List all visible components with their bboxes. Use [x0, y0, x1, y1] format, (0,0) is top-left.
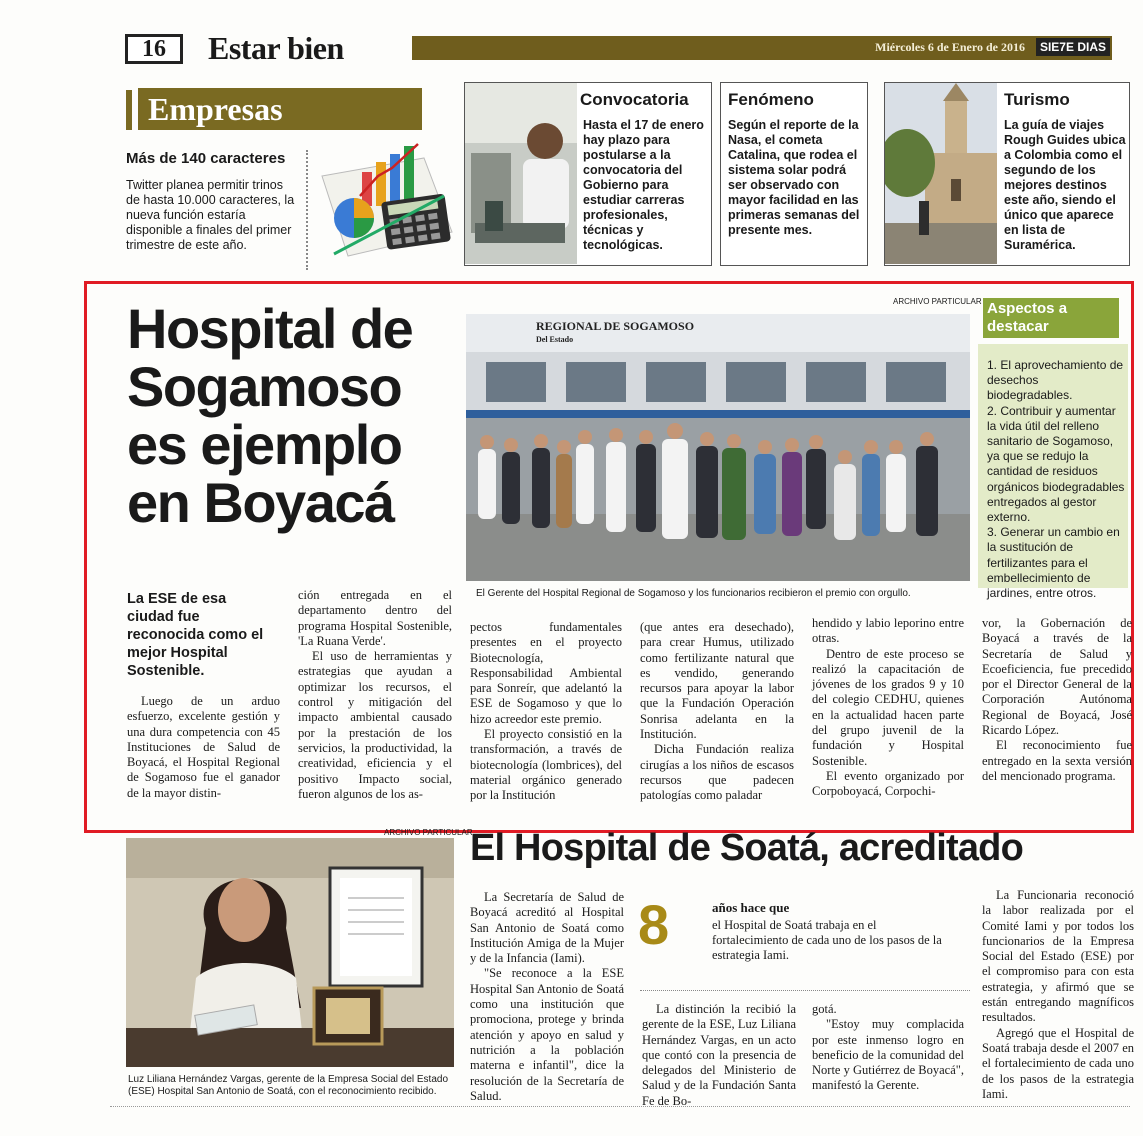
paragraph: ción entregada en el departamento dentro del programa Hospital Sostenible, 'La Ruana Verde'.	[298, 588, 452, 648]
pie-chart-icon	[334, 198, 374, 238]
calculator-chart-illustration	[314, 136, 456, 266]
aspectos-list	[987, 358, 1125, 601]
body-column-4	[982, 888, 1134, 1102]
manager-portrait-photo	[126, 838, 454, 1067]
highlight-text: el Hospital de Soatá trabaja en el fortalecimiento de cada uno de los pasos de la estrategia Iami.	[712, 918, 942, 962]
photo-caption: Luz Liliana Hernández Vargas, gerente de la Empresa Social del Estado (ESE) Hospital San Antonio de Soatá, con el reconocimiento recibido.	[128, 1074, 449, 1097]
paragraph: gotá.	[812, 1002, 837, 1016]
paragraph: Dentro de este proceso se realizó la capacitación de jóvenes de los grados 9 y 10 del colegio CEDHU, quienes en la actualidad hacen parte del grupo juvenil de la fundación y Hospital Sostenible.	[812, 646, 964, 768]
paragraph: La Secretaría de Salud de Boyacá acreditó al Hospital San Antonio de Soatá como Institución Amiga de la Mujer y de la Infancia (Iami).	[470, 890, 624, 966]
crowd-figures	[478, 423, 938, 540]
photo-credit: ARCHIVO PARTICULAR	[893, 297, 982, 306]
paragraph: La Funcionaria reconoció la labor realizada por el Comité Iami y por todos los funcionarios de la Empresa Social del Estado (ESE) por el compromiso para con esta estrategia, y afirmó que se están entregando magníficos resultados.	[982, 888, 1134, 1025]
body-column-2	[642, 1002, 796, 1109]
bottom-dotted-rule	[110, 1106, 1130, 1107]
hospital-staff-photo	[466, 314, 970, 581]
church-photo	[885, 83, 997, 264]
paragraph: El evento organizado por Corpoboyacá, Corpochi-	[812, 768, 964, 799]
paragraph: El proyecto consistió en la transformación, a través de biotecnología (lombrices), del material orgánico generado por la Institución	[470, 727, 622, 803]
paragraph: El reconocimiento fue entregado en la sexta versión del mencionado programa.	[982, 738, 1132, 783]
empresas-marker	[126, 90, 132, 130]
highlight-divider	[640, 990, 970, 991]
paragraph: "Estoy muy complacida por este inmenso logro en beneficio de la comunidad del Norte y Gutiérrez de Boyacá", manifestó la Gerente.	[812, 1017, 964, 1093]
teaser-title: Convocatoria	[580, 90, 689, 109]
empresas-label: Empresas	[138, 88, 422, 130]
body-column-1	[470, 890, 624, 1104]
page-number: 16	[125, 34, 183, 64]
aspectos-title: Aspectos a destacar	[983, 298, 1119, 338]
paragraph: La distinción la recibió la gerente de la ESE, Luz Liliana Hernández Vargas, en un acto que contó con la presencia de delegados del Ministerio de Salud y de la Fundación Santa Fe de Bo-	[642, 1002, 796, 1108]
brief-divider	[306, 150, 308, 270]
headline: Hospital de Sogamoso es ejemplo en Boyacá	[127, 297, 413, 534]
photo-credit: ARCHIVO PARTICULAR	[384, 828, 473, 837]
story-lead: La ESE de esa ciudad fue reconocida como el mejor Hospital Sostenible.	[127, 591, 264, 679]
paragraph: El uso de herramientas y estrategias que ayudan a optimizar los recursos, el control y mitigación del impacto ambiental causado por la prestación de los servicios, la productividad, la creatividad, eficiencia y el positivo Impacto social, fueron algunos de los as-	[298, 649, 452, 801]
paragraph: (que antes era desechado), para crear Humus, utilizado como fertilizante natural que es vendido, generando recursos para apoyar la labor que la Fundación Operación Sonrisa adelanta en la Institución.	[640, 620, 794, 742]
teaser-text: Hasta el 17 de enero hay plazo para postularse a la convocatoria del Gobierno para estudiar carreras profesionales, técnicas y tecnológicas.	[583, 118, 704, 252]
highlight-title: años hace que	[712, 900, 790, 915]
teaser-title: Fenómeno	[728, 90, 814, 109]
paragraph: Luego de un arduo esfuerzo, excelente gestión y una dura competencia con 45 Instituciones de Salud de Boyacá, el Hospital Regional de Sogamoso fue el ganador de la mayor distin-	[127, 694, 280, 800]
aspectos-item: 2. Contribuir y aumentar la vida útil del relleno sanitario de Sogamoso, ya que se redujo la cantidad de residuos orgánicos biodegradables entregados al gestor externo.	[987, 403, 1125, 525]
brief-title: Más de 140 caracteres	[126, 150, 286, 167]
body-column-6	[982, 616, 1132, 784]
teaser-text: La guía de viajes Rough Guides ubica a Colombia como el segundo de los mejores destinos este año, siendo el único que aparece en lista de Suramérica.	[1004, 118, 1126, 252]
teaser-text: Según el reporte de la Nasa, el cometa Catalina, que rodea el sistema solar podrá ser observado con mayor facilidad en las primeras semanas del presente mes.	[728, 118, 860, 237]
building-sign: REGIONAL DE SOGAMOSO	[536, 319, 695, 333]
paragraph: "Se reconoce a la ESE Hospital San Antonio de Soatá como una institución que promociona, protege y brinda atención y apoyo en salud y nutrición a la población materna e infantil", dice la resolución de la Secretaría de Salud.	[470, 966, 624, 1103]
student-lab-photo	[465, 83, 577, 264]
building-sign-sub: Del Estado	[536, 335, 574, 344]
paragraph: pectos fundamentales presentes en el proyecto Biotecnología, Responsabilidad Ambiental para Sonreír, que adelantó la ESE de Sogamoso y que lo hizo acreedor este premio.	[470, 620, 622, 726]
paragraph: vor, la Gobernación de Boyacá a través de la Secretaría de Salud y Ecoeficiencia, fue precedido por el Director General de la Corporación Autónoma Regional de Boyacá, José Ricardo López.	[982, 616, 1132, 738]
teaser-title: Turismo	[1004, 90, 1070, 109]
story-title: El Hospital de Soatá, acreditado	[470, 827, 1023, 869]
paragraph: Dicha Fundación realiza cirugías a los niños de escasos recursos que padecen patologías como paladar	[640, 742, 794, 803]
body-column-2	[298, 588, 452, 802]
body-column-3	[812, 1002, 964, 1094]
aspectos-item: 3. Generar un cambio en la sustitución de fertilizantes para el embellecimiento de jardines, entre otros.	[987, 525, 1120, 601]
body-column-1	[127, 694, 280, 801]
header-date: Miércoles 6 de Enero de 2016	[875, 40, 1025, 54]
body-column-4	[640, 620, 794, 804]
aspectos-item: 1. El aprovechamiento de desechos biodegradables.	[987, 358, 1124, 403]
section-title: Estar bien	[208, 30, 344, 66]
body-column-3	[470, 620, 622, 804]
body-column-5	[812, 616, 964, 800]
photo-caption: El Gerente del Hospital Regional de Sogamoso y los funcionarios recibieron el premio con orgullo.	[476, 588, 911, 599]
brand-logo: SIE7E DIAS	[1036, 38, 1110, 56]
paragraph: Agregó que el Hospital de Soatá trabaja desde el 2007 en el fortalecimiento de cada uno de los pasos de la estrategia Iami.	[982, 1025, 1134, 1101]
brief-text: Twitter planea permitir trinos de hasta 10.000 caracteres, la nueva función estaría disponible a finales del primer trimestre de este año.	[126, 178, 295, 252]
highlight-number: 8	[638, 893, 670, 956]
calculator-icon	[381, 194, 451, 250]
paragraph: hendido y labio leporino entre otras.	[812, 616, 964, 646]
